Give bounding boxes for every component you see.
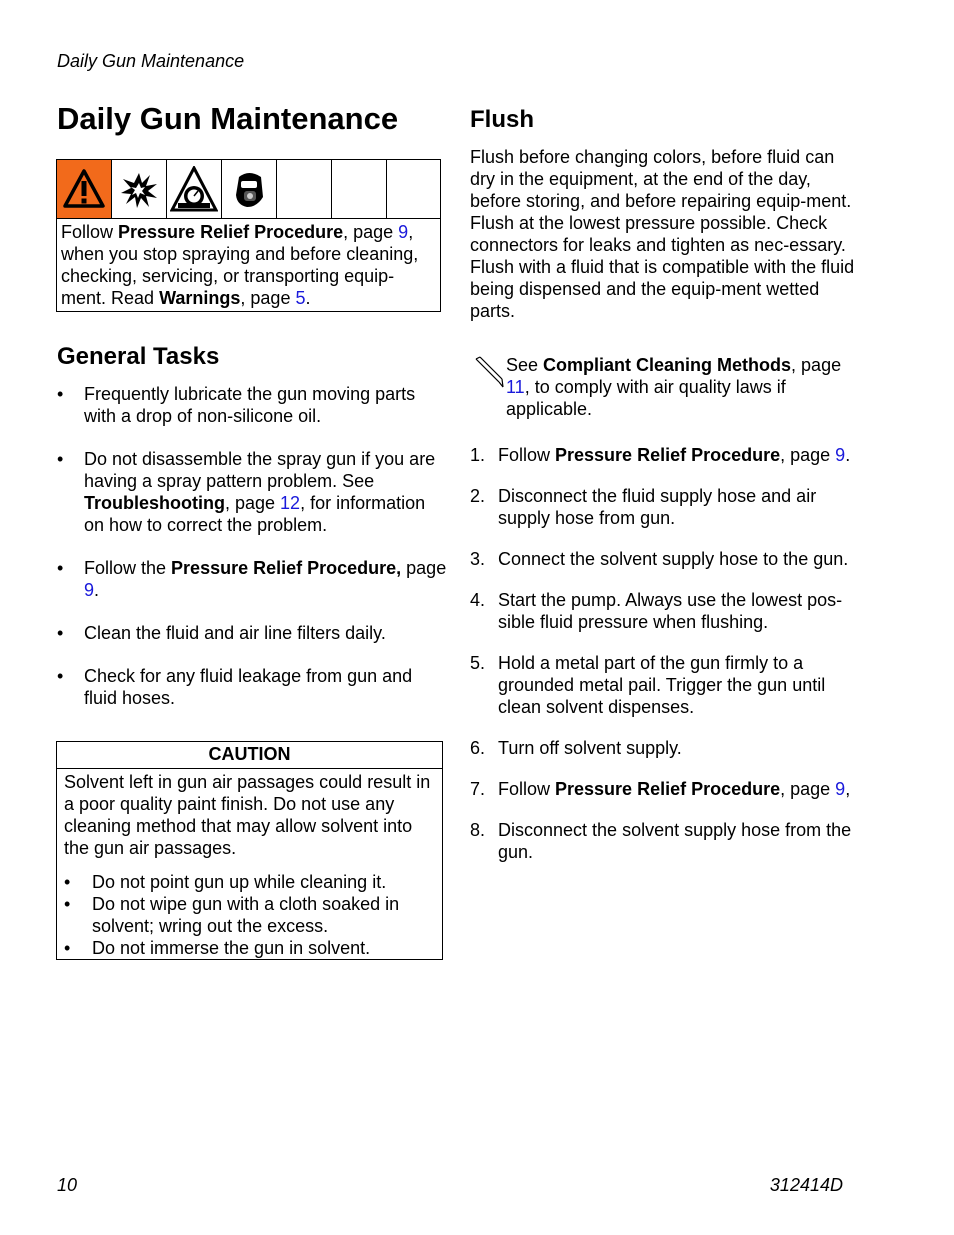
flush-paragraph: Flush before changing colors, before fluid can dry in the equipment, at the end of the day, before storing, and before repairing equip-ment. Flush at the lowest pressure possible. Check connectors for leaks and tighten as nec-essary. Flush with a fluid that is compatible with the fluid being dispensed and the equip-ment wetted parts. bbox=[470, 147, 855, 321]
warning-box bbox=[56, 159, 441, 312]
note-text-part: , page bbox=[791, 355, 842, 375]
step-number: 5. bbox=[470, 653, 486, 673]
step-text: , page bbox=[780, 779, 836, 799]
step-text: Turn off solvent supply. bbox=[498, 738, 682, 758]
warning-text-part: , page bbox=[240, 288, 296, 308]
empty-icon-cell bbox=[332, 160, 387, 218]
list-item bbox=[57, 622, 447, 644]
caution-heading: CAUTION bbox=[57, 742, 442, 769]
note-text-part: See bbox=[506, 355, 544, 375]
bullet-dot: • bbox=[64, 894, 71, 914]
page-link-11[interactable]: 11 bbox=[506, 377, 525, 397]
explosion-cell bbox=[112, 160, 167, 218]
warning-triangle-cell bbox=[57, 160, 112, 218]
step-text: Hold a metal part of the gun firmly to a grounded metal pail. Trigger the gun until clean solvent dispenses. bbox=[498, 653, 826, 717]
step-item bbox=[470, 778, 862, 800]
caution-box bbox=[56, 741, 443, 960]
pencil-note-icon bbox=[472, 356, 504, 388]
step-text: Follow bbox=[498, 779, 556, 799]
step-text: , page bbox=[780, 445, 836, 465]
step-item bbox=[470, 589, 862, 633]
step-text: , bbox=[845, 779, 851, 799]
pressure-cell bbox=[167, 160, 222, 218]
caution-item-text: Do not immerse the gun in solvent. bbox=[92, 938, 371, 958]
caution-item bbox=[64, 893, 435, 937]
step-text: Connect the solvent supply hose to the gun. bbox=[498, 549, 849, 569]
flush-steps bbox=[470, 444, 862, 863]
general-tasks-heading: General Tasks bbox=[57, 343, 220, 370]
respirator-icon bbox=[227, 167, 271, 211]
step-number: 6. bbox=[470, 738, 486, 758]
list-item bbox=[57, 448, 447, 536]
step-item bbox=[470, 652, 862, 718]
step-number: 4. bbox=[470, 590, 486, 610]
note-text-part: , to comply with air quality laws if applicable. bbox=[506, 377, 786, 419]
list-item-text: page bbox=[401, 558, 447, 578]
bullet-dot: • bbox=[57, 558, 64, 578]
respirator-cell bbox=[222, 160, 277, 218]
page-link-9[interactable]: 9 bbox=[835, 779, 846, 799]
prp-bold: Pressure Relief Procedure bbox=[555, 445, 781, 465]
general-tasks-list bbox=[57, 383, 447, 730]
step-number: 2. bbox=[470, 486, 486, 506]
warning-text-part: . bbox=[305, 288, 311, 308]
step-text: Disconnect the fluid supply hose and air supply hose from gun. bbox=[498, 486, 817, 528]
page-link-9[interactable]: 9 bbox=[84, 580, 95, 600]
caution-paragraph: Solvent left in gun air passages could result in a poor quality paint finish. Do not use any cleaning method that may allow solvent into the gun air passages. bbox=[64, 772, 431, 858]
warning-icon-row bbox=[57, 160, 440, 219]
empty-icon-cell bbox=[277, 160, 332, 218]
bullet-dot: • bbox=[64, 938, 71, 958]
compliant-cleaning-bold: Compliant Cleaning Methods bbox=[543, 355, 792, 375]
troubleshooting-bold: Troubleshooting bbox=[84, 493, 225, 513]
document-number: 312414D bbox=[769, 1175, 843, 1195]
list-item bbox=[57, 557, 447, 601]
list-item bbox=[57, 383, 447, 427]
bullet-dot: • bbox=[57, 384, 64, 404]
list-item-text: , page bbox=[225, 493, 281, 513]
list-item bbox=[57, 665, 447, 709]
bullet-dot: • bbox=[64, 872, 71, 892]
page-number: 10 bbox=[57, 1175, 78, 1195]
step-text: . bbox=[845, 445, 851, 465]
list-item-text: , for information on how to correct the problem. bbox=[84, 493, 426, 535]
step-item bbox=[470, 485, 862, 529]
page-link-5[interactable]: 5 bbox=[295, 288, 306, 308]
step-number: 8. bbox=[470, 820, 486, 840]
bullet-dot: • bbox=[57, 623, 64, 643]
empty-icon-cell bbox=[387, 160, 440, 218]
warning-text-part: Follow bbox=[61, 222, 119, 242]
step-number: 1. bbox=[470, 445, 486, 465]
caution-body bbox=[57, 769, 442, 961]
warning-text bbox=[57, 219, 440, 311]
step-item bbox=[470, 548, 862, 570]
list-item-text: Do not disassemble the spray gun if you are having a spray pattern problem. See bbox=[84, 449, 436, 491]
step-text: Start the pump. Always use the lowest pos-sible fluid pressure when flushing. bbox=[498, 590, 843, 632]
warning-prp-bold: Pressure Relief Procedure bbox=[118, 222, 344, 242]
list-item-text: Frequently lubricate the gun moving parts with a drop of non-silicone oil. bbox=[84, 384, 416, 426]
bullet-dot: • bbox=[57, 449, 64, 469]
caution-item bbox=[64, 937, 435, 959]
flush-heading: Flush bbox=[470, 106, 534, 133]
step-number: 3. bbox=[470, 549, 486, 569]
step-text: Follow bbox=[498, 445, 556, 465]
prp-bold: Pressure Relief Procedure bbox=[555, 779, 781, 799]
list-item-text: . bbox=[94, 580, 100, 600]
warnings-bold: Warnings bbox=[159, 288, 241, 308]
step-number: 7. bbox=[470, 779, 486, 799]
step-text: Disconnect the solvent supply hose from the gun. bbox=[498, 820, 852, 862]
warning-text-part: , page bbox=[343, 222, 399, 242]
list-item-text: Clean the fluid and air line filters daily. bbox=[84, 623, 386, 643]
warning-text-part: , when you stop spraying and before cleaning, checking, servicing, or transporting equip-ment. Read bbox=[61, 222, 419, 308]
list-item-text: Follow the bbox=[84, 558, 172, 578]
pressure-gauge-icon bbox=[170, 166, 218, 212]
prp-bold: Pressure Relief Procedure, bbox=[171, 558, 402, 578]
caution-item-text: Do not point gun up while cleaning it. bbox=[92, 872, 387, 892]
explosion-icon bbox=[117, 167, 161, 211]
bullet-dot: • bbox=[57, 666, 64, 686]
step-item bbox=[470, 737, 862, 759]
caution-item-text: Do not wipe gun with a cloth soaked in solvent; wring out the excess. bbox=[92, 894, 400, 936]
running-header: Daily Gun Maintenance bbox=[57, 51, 245, 71]
page-link-9[interactable]: 9 bbox=[835, 445, 846, 465]
page-link-12[interactable]: 12 bbox=[280, 493, 301, 513]
warning-triangle-icon bbox=[62, 167, 106, 211]
page-link-9[interactable]: 9 bbox=[398, 222, 409, 242]
step-item bbox=[470, 819, 862, 863]
note-block bbox=[470, 354, 862, 420]
step-item bbox=[470, 444, 862, 466]
page-title: Daily Gun Maintenance bbox=[57, 101, 399, 136]
caution-item bbox=[64, 871, 435, 893]
note-text bbox=[506, 354, 862, 420]
list-item-text: Check for any fluid leakage from gun and fluid hoses. bbox=[84, 666, 413, 708]
